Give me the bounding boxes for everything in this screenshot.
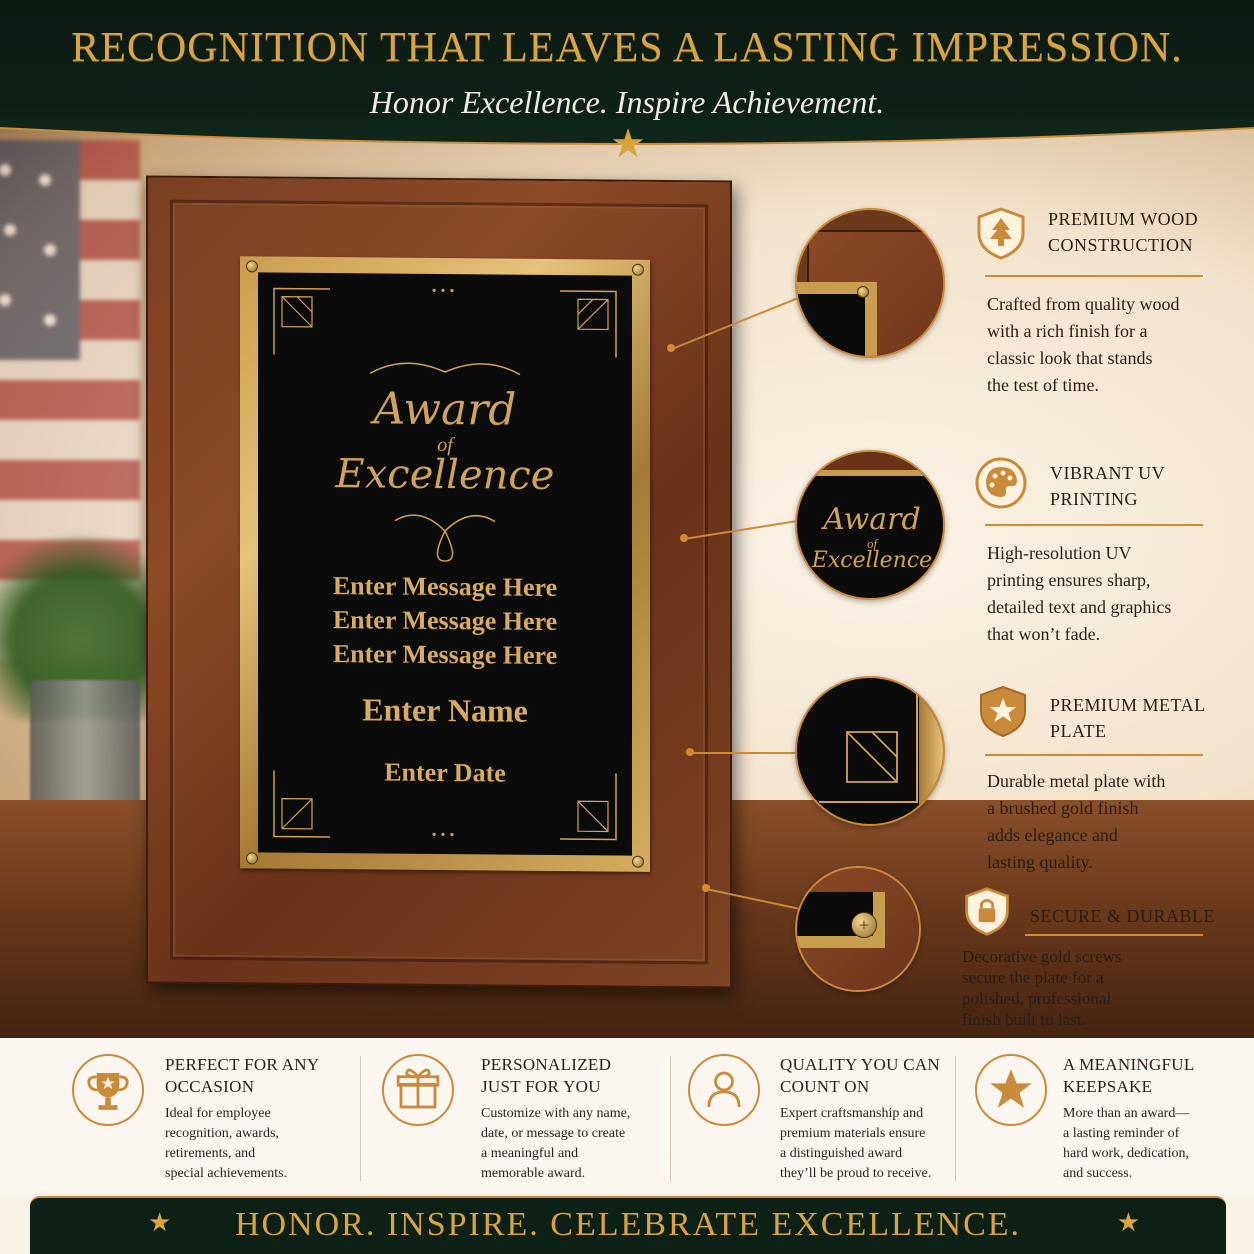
feature-title-line: SECURE & DURABLE [1030,906,1216,926]
award-title: Award [373,383,517,436]
desc-line: Ideal for employee [165,1106,271,1121]
feature-title-line: VIBRANT UV [1050,463,1166,483]
desc-line: finish built to last. [962,1010,1086,1029]
screw-icon [632,856,644,868]
zoom-screw [795,866,921,992]
feature-divider [1025,934,1203,936]
benefit-title [165,1054,355,1098]
feature-title-wood [1048,206,1248,258]
flourish-top-icon [365,353,525,384]
recipient-name: Enter Name [362,691,528,729]
desc-line: date, or message to create [481,1126,626,1141]
benefit-occasion [0,1038,360,1193]
footer-slogan: HONOR. INSPIRE. CELEBRATE EXCELLENCE. [234,1206,1022,1243]
desc-line: Durable metal plate with [987,771,1166,791]
star-shield-icon [976,684,1030,738]
engraving-panel [258,272,632,855]
desc-line: printing ensures sharp, [987,570,1151,590]
feature-desc-uv [987,540,1227,648]
benefit-title-line: PERSONALIZED [481,1055,612,1074]
wood-plaque [146,175,732,988]
benefit-title-line: OCCASION [165,1077,255,1096]
desc-line: Customize with any name, [481,1106,631,1121]
benefit-title [481,1054,661,1098]
award-excellence: Excellence [335,451,555,500]
benefit-title-line: COUNT ON [780,1077,870,1096]
desc-line: they’ll be proud to receive. [780,1166,932,1181]
feature-title-line: PLATE [1050,721,1107,741]
leader-line [690,752,800,754]
award-of: of [437,433,453,457]
zoom-metal-plate [795,676,945,826]
screw-icon [857,286,869,298]
desc-line: with a rich finish for a [987,321,1148,341]
tree-shield-icon [974,206,1028,260]
feature-divider [985,754,1203,756]
desc-line: adds elegance and [987,825,1118,845]
desc-line: premium materials ensure [780,1126,926,1141]
corner-ornament-icon [817,692,927,812]
desc-line: a distinguished award [780,1146,903,1161]
zoom-award-of: of [866,536,878,551]
desc-line: special achievements. [165,1166,288,1181]
message-line-3: Enter Message Here [332,639,558,671]
benefit-quality [670,1038,955,1193]
feature-divider [985,524,1203,526]
feature-title-uv [1050,460,1250,512]
screw-icon [246,852,258,864]
zoom-award-excellence: Excellence [811,548,933,573]
feature-title-line: PRINTING [1050,489,1138,509]
benefit-desc [780,1104,960,1184]
star-icon: ★ [148,1208,172,1237]
benefit-title-line: PERFECT FOR ANY [165,1055,320,1074]
desc-line: detailed text and graphics [987,597,1172,617]
screw-icon: + [851,912,877,938]
feature-divider [985,275,1203,277]
desc-line: a meaningful and [481,1146,579,1161]
benefit-desc [1063,1104,1248,1184]
desc-line: lasting quality. [987,852,1093,872]
desc-line: Decorative gold screws [962,947,1122,966]
benefit-title-line: QUALITY YOU CAN [780,1055,940,1074]
benefit-title-line: KEEPSAKE [1063,1077,1153,1096]
benefit-title [780,1054,955,1098]
feature-title-line: PREMIUM METAL [1050,695,1206,715]
award-date: Enter Date [384,757,506,788]
screw-icon [246,260,258,272]
benefit-keepsake [955,1038,1254,1193]
desc-line: the test of time. [987,375,1099,395]
benefit-desc [481,1104,666,1184]
feature-title-secure [1030,903,1240,929]
feature-desc-metal [987,768,1227,876]
desc-line: a brushed gold finish [987,798,1139,818]
feature-title-line: CONSTRUCTION [1048,235,1194,255]
page-title: RECOGNITION THAT LEAVES A LASTING IMPRESSION. [71,25,1183,71]
palette-icon [974,456,1028,510]
desc-line: secure the plate for a [962,968,1104,987]
bottom-dots: ••• [431,827,459,844]
top-dots: ••• [431,283,459,300]
benefit-title-line: JUST FOR YOU [481,1077,601,1096]
message-line-2: Enter Message Here [332,605,558,637]
lock-shield-icon [962,886,1012,936]
feature-title-line: PREMIUM WOOD [1048,209,1199,229]
zoom-wood-corner [795,208,945,358]
page-subtitle: Honor Excellence. Inspire Achievement. [369,84,885,120]
flourish-bottom-icon [390,506,500,567]
zoom-uv-print [795,450,945,600]
star-icon: ★ [1116,1208,1140,1237]
desc-line: Crafted from quality wood [987,294,1180,314]
benefit-title-line: A MEANINGFUL [1063,1055,1195,1074]
desc-line: retirements, and [165,1146,256,1161]
desc-line: Expert craftsmanship and [780,1106,924,1121]
feature-desc-wood [987,291,1227,399]
footer-banner [30,1196,1226,1254]
desc-line: a lasting reminder of [1063,1126,1180,1141]
desc-line: polished, professional [962,989,1112,1008]
desc-line: High-resolution UV [987,543,1132,563]
star-icon: ★ [610,121,646,166]
feature-desc-secure [962,946,1192,1030]
gift-icon [382,1054,454,1126]
benefits-row [0,1038,1254,1193]
desc-line: that won’t fade. [987,624,1101,644]
desc-line: More than an award— [1063,1106,1190,1121]
trophy-icon [72,1054,144,1126]
person-icon [688,1054,760,1126]
desc-line: classic look that stands [987,348,1153,368]
plant-pot [30,680,140,820]
star-icon [975,1054,1047,1126]
feature-title-metal [1050,692,1250,744]
screw-icon [632,264,644,276]
benefit-personalized [360,1038,670,1193]
message-line-1: Enter Message Here [332,571,558,603]
desc-line: memorable award. [481,1166,586,1181]
benefit-desc [165,1104,355,1184]
metal-plate [240,256,650,872]
benefit-title [1063,1054,1243,1098]
zoom-award-title: Award [823,502,921,537]
desc-line: hard work, dedication, [1063,1146,1189,1161]
desc-line: and success. [1063,1166,1133,1181]
desc-line: recognition, awards, [165,1126,279,1141]
